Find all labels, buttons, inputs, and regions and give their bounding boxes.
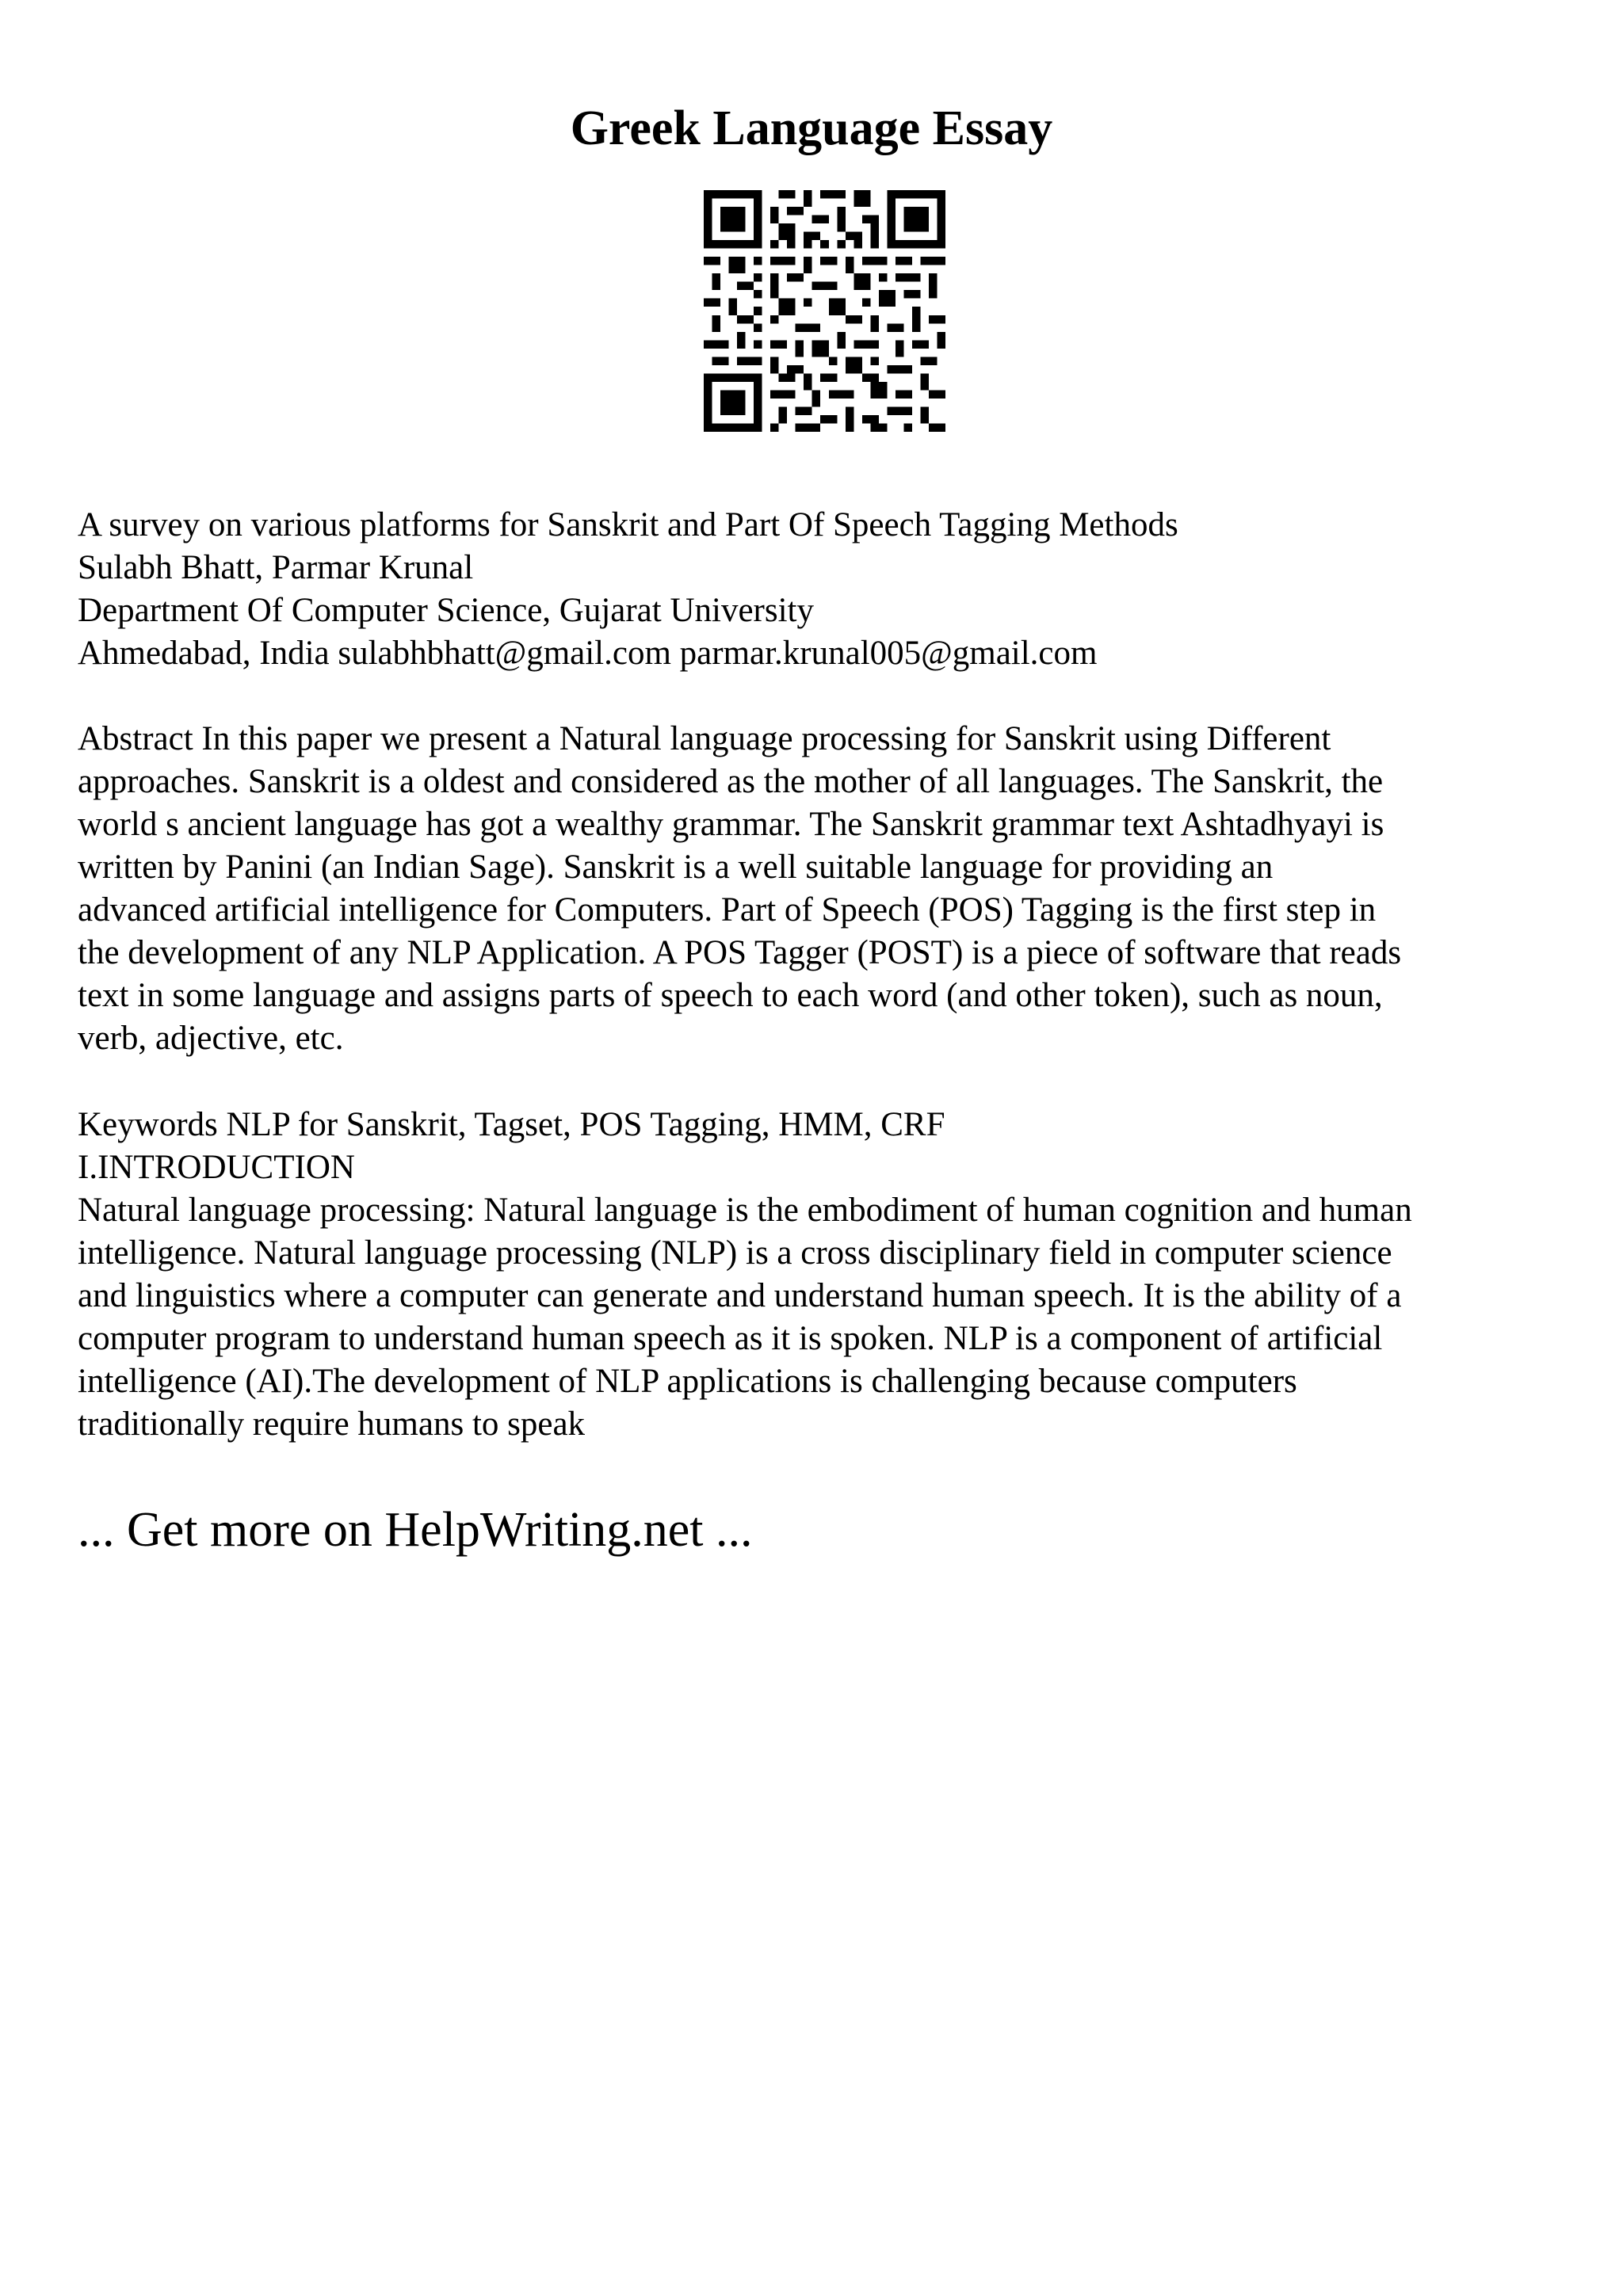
abstract-line: Abstract In this paper we present a Natural language processing for Sanskrit using Different [78, 720, 1331, 757]
keywords-line: Keywords NLP for Sanskrit, Tagset, POS Tagging, HMM, CRF [78, 1106, 945, 1143]
abstract-line: approaches. Sanskrit is a oldest and considered as the mother of all languages. The Sanskrit, the [78, 763, 1384, 800]
get-more-link[interactable]: ... Get more on HelpWriting.net ... [78, 1503, 753, 1557]
abstract-line: written by Panini (an Indian Sage). Sanskrit is a well suitable language for providing an [78, 849, 1274, 886]
abstract-line: verb, adjective, etc. [78, 1020, 344, 1057]
abstract-line: the development of any NLP Application. A POS Tagger (POST) is a piece of software that reads [78, 934, 1402, 971]
paper-title-line: A survey on various platforms for Sanskrit and Part Of Speech Tagging Methods [78, 506, 1178, 543]
introduction-line: and linguistics where a computer can generate and understand human speech. It is the ability of a [78, 1277, 1402, 1314]
abstract-line: text in some language and assigns parts of speech to each word (and other token), such as noun, [78, 977, 1383, 1014]
abstract-paragraph [78, 718, 1568, 1060]
introduction-line: computer program to understand human speech as it is spoken. NLP is a component of artificial [78, 1320, 1383, 1357]
section-heading: I.INTRODUCTION [78, 1149, 355, 1186]
abstract-line: world s ancient language has got a wealthy grammar. The Sanskrit grammar text Ashtadhyayi is [78, 806, 1384, 843]
paper-header [78, 504, 1568, 675]
introduction-line: intelligence. Natural language processing (NLP) is a cross disciplinary field in computer science [78, 1234, 1392, 1272]
introduction-line: intelligence (AI).The development of NLP applications is challenging because computers [78, 1363, 1297, 1400]
paper-affiliation-line: Department Of Computer Science, Gujarat University [78, 592, 814, 629]
paper-authors-line: Sulabh Bhatt, Parmar Krunal [78, 549, 474, 586]
qr-code-icon[interactable] [704, 190, 945, 432]
abstract-line: advanced artificial intelligence for Computers. Part of Speech (POS) Tagging is the first step in [78, 891, 1377, 929]
introduction-line: Natural language processing: Natural language is the embodiment of human cognition and human [78, 1192, 1412, 1229]
introduction-line: traditionally require humans to speak [78, 1405, 586, 1443]
document-title: Greek Language Essay [570, 101, 1053, 155]
introduction-section [78, 1104, 1568, 1446]
paper-contact-line: Ahmedabad, India sulabhbhatt@gmail.com parmar.krunal005@gmail.com [78, 635, 1098, 672]
